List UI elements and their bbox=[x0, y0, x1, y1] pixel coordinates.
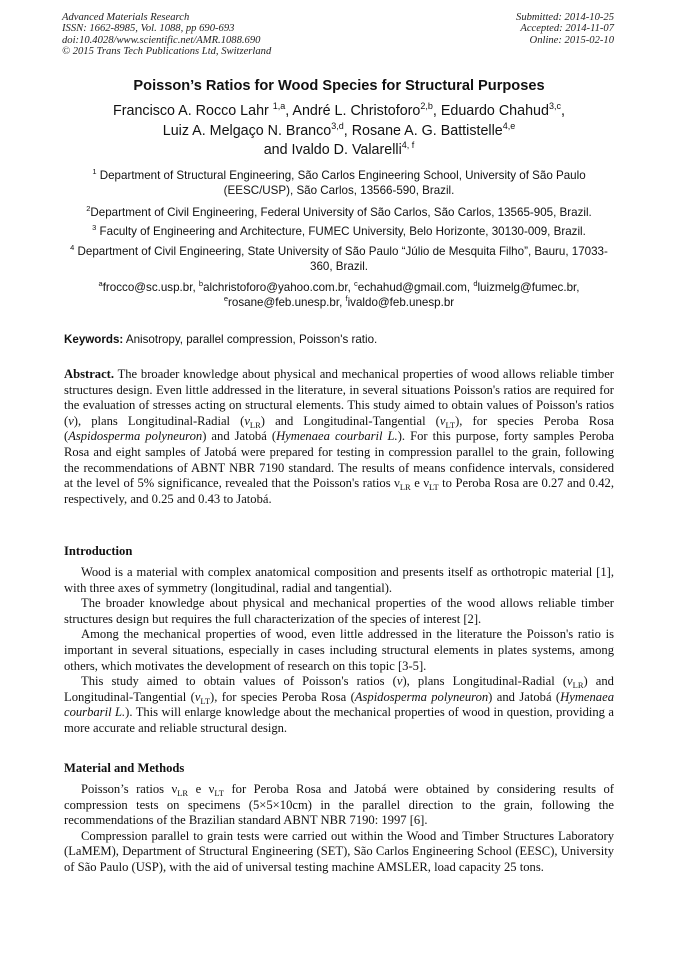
journal-name: Advanced Materials Research bbox=[62, 12, 190, 23]
paragraph-text: ), plans Longitudinal-Radial ( bbox=[402, 674, 568, 689]
online-date: Online: 2015-02-10 bbox=[529, 34, 614, 46]
abstract-label: Abstract. bbox=[64, 367, 115, 381]
abstract-text: ). For this purpose, forty samples Peroba Rosa and eight samples of Jatobá were prepared for testing in compression parallel to the grain, following the recommendations of ABNT NBR 7190 standard. The results of means confidence intervals, considered at the level of 5% significance, revealed that the Poisson's ratios ν bbox=[64, 429, 614, 491]
nu-symbol: ν bbox=[68, 413, 74, 428]
issn-line: ISSN: 1662-8985, Vol. 1088, pp 690-693 bbox=[62, 23, 235, 35]
email-link[interactable]: rosane@feb.unesp.br, bbox=[228, 296, 346, 309]
author-separator: , bbox=[560, 103, 565, 119]
affiliation-4 bbox=[60, 244, 618, 274]
email-link[interactable]: frocco@sc.usp.br, bbox=[102, 281, 199, 294]
affiliation-number: 2 bbox=[86, 204, 91, 213]
paragraph: Wood is a material with complex anatomical composition and presents itself as orthotropic material [1], with three axes of symmetry (longitudinal, radial and tangential). bbox=[64, 565, 614, 595]
affiliation-text: Department of Civil Engineering, Federal University of São Carlos, São Carlos, 13565-905, Brazil. bbox=[90, 206, 592, 219]
paragraph-text: e ν bbox=[188, 782, 215, 796]
paragraph: Compression parallel to grain tests were carried out within the Wood and Timber Structures Laboratory (LaMEM), Department of Structural Engineering (SET), São Carlos Engineering School (EESC), University of São Paulo (USP), with the aid of universal testing machine AMSLER, load capacity 25 tons. bbox=[64, 828, 614, 874]
introduction-body bbox=[64, 565, 614, 737]
affiliation-number: 1 bbox=[92, 167, 97, 176]
paragraph-text: for Peroba Rosa and Jatobá were obtained by considering results of compression tests on specimens (5×5×10cm) in the parallel direction to the grain, following the recommendations of the Brazilian standard ABNT NBR 7190: 1997 [6]. bbox=[64, 782, 614, 828]
author-name: , Eduardo Chahud bbox=[432, 103, 549, 119]
affiliation-1 bbox=[60, 168, 618, 198]
species-name: Aspidosperma polyneuron bbox=[354, 689, 489, 704]
paragraph: The broader knowledge about physical and mechanical properties of the wood allows reliable timber structures design but requires the full characterization of the species of interest [2]. bbox=[64, 596, 614, 626]
subscript: LR bbox=[177, 788, 189, 798]
paragraph bbox=[64, 674, 614, 736]
methods-heading: Material and Methods bbox=[64, 761, 185, 775]
author-affiliation-mark: 4,e bbox=[502, 120, 516, 131]
author-name: , André L. Christoforo bbox=[285, 103, 421, 119]
paragraph: Among the mechanical properties of wood, even little addressed in the literature the Poisson's ratio is important in several situations, especially in cases including structural elements in plates systems, among others, which motivates the development of research on this topic [3-5]. bbox=[64, 627, 614, 673]
introduction-heading: Introduction bbox=[64, 544, 133, 558]
abstract-text: ), for species Peroba Rosa ( bbox=[64, 413, 614, 444]
keywords bbox=[64, 333, 614, 346]
copyright-line: © 2015 Trans Tech Publications Ltd, Switzerland bbox=[62, 46, 272, 58]
methods-body bbox=[64, 782, 614, 876]
abstract bbox=[64, 367, 614, 507]
accepted-date: Accepted: 2014-11-07 bbox=[520, 23, 614, 35]
author-affiliation-mark: 4, f bbox=[401, 140, 415, 150]
affiliation-text: Department of Civil Engineering, State University of São Paulo “Júlio de Mesquita Filho”, Bauru, 17033-360, Brazil. bbox=[74, 245, 608, 273]
email-mark: c bbox=[354, 279, 358, 288]
nu-symbol: ν bbox=[439, 413, 446, 428]
email-mark: f bbox=[345, 294, 348, 303]
author-name: , Rosane A. G. Battistelle bbox=[343, 122, 503, 139]
paragraph-text: ) and Jatobá ( bbox=[488, 689, 561, 704]
abstract-text: The broader knowledge about physical and mechanical properties of wood allows reliable timber structures design. Even little addressed in the literature, in several situations Poisson's ratios are required for the evaluation of stresses acting on structural elements. This study aimed to obtain values of Poisson's ratios ( bbox=[64, 367, 614, 428]
email-link[interactable]: ivaldo@feb.unesp.br bbox=[347, 296, 455, 309]
keywords-text: Anisotropy, parallel compression, Poisson's ratio. bbox=[123, 333, 378, 346]
paragraph-text: ), for species Peroba Rosa ( bbox=[210, 689, 355, 704]
paragraph-text: This study aimed to obtain values of Poisson's ratios ( bbox=[81, 674, 397, 689]
affiliation-number: 3 bbox=[92, 223, 97, 232]
email-mark: e bbox=[223, 294, 229, 303]
subscript: LT bbox=[429, 482, 439, 493]
species-name: Aspidosperma polyneuron bbox=[68, 429, 203, 444]
email-mark: d bbox=[473, 279, 478, 288]
email-mark: a bbox=[98, 279, 103, 288]
abstract-text: ) and Longitudinal-Tangential ( bbox=[260, 413, 440, 428]
email-link[interactable]: echahud@gmail.com, bbox=[357, 281, 474, 294]
submitted-date: Submitted: 2014-10-25 bbox=[516, 12, 614, 23]
email-link[interactable]: alchristoforo@yahoo.com.br, bbox=[203, 281, 355, 294]
affiliation-3 bbox=[60, 224, 618, 239]
paper-title: Poisson’s Ratios for Wood Species for Structural Purposes bbox=[133, 78, 545, 94]
affiliation-2 bbox=[60, 205, 618, 220]
species-name: Hymenaea courbaril L. bbox=[64, 689, 614, 720]
email-mark: b bbox=[198, 279, 204, 288]
author-name: and Ivaldo D. Valarelli bbox=[263, 142, 402, 158]
publication-dates bbox=[516, 12, 614, 46]
nu-symbol: ν bbox=[194, 689, 201, 704]
abstract-text: to Peroba Rosa are 0.27 and 0.42, respectively, and 0.25 and 0.43 to Jatobá. bbox=[64, 476, 614, 506]
abstract-text: ) and Jatobá ( bbox=[202, 429, 277, 444]
subscript: LR bbox=[572, 680, 584, 691]
affiliation-number: 4 bbox=[70, 243, 75, 252]
subscript: LT bbox=[200, 695, 211, 706]
author-affiliation-mark: 3,c bbox=[548, 101, 561, 111]
paragraph-text: ) and Longitudinal-Tangential ( bbox=[64, 674, 614, 704]
subscript: LT bbox=[445, 419, 456, 430]
species-name: Hymenaea courbaril L. bbox=[276, 429, 398, 444]
author-name: Francisco A. Rocco Lahr bbox=[113, 103, 273, 119]
author-affiliation-mark: 3,d bbox=[331, 120, 344, 131]
subscript: LR bbox=[399, 482, 411, 493]
affiliation-text: Department of Structural Engineering, São Carlos Engineering School, University of São Paulo (EESC/USP), São Carlos, 13566-590, Brazil. bbox=[96, 169, 586, 197]
email-link[interactable]: luizmelg@fumec.br, bbox=[477, 281, 580, 294]
keywords-label: Keywords: bbox=[64, 333, 124, 346]
paragraph bbox=[64, 782, 614, 829]
paragraph-text: Poisson’s ratios ν bbox=[81, 782, 178, 796]
author-affiliation-mark: 1,a bbox=[272, 101, 286, 111]
doi-link[interactable]: doi:10.4028/www.scientific.net/AMR.1088.690 bbox=[62, 34, 261, 46]
paragraph-text: ). This will enlarge knowledge about the mechanical properties of wood in question, providing a more accurate and reliable structural design. bbox=[64, 705, 614, 735]
nu-symbol: ν bbox=[244, 413, 250, 428]
abstract-text: e ν bbox=[410, 476, 430, 491]
author-affiliation-mark: 2,b bbox=[420, 101, 433, 111]
subscript: LT bbox=[214, 788, 224, 798]
author-list bbox=[40, 102, 638, 161]
abstract-text: ), plans Longitudinal-Radial ( bbox=[73, 413, 245, 428]
author-name: Luiz A. Melgaço N. Branco bbox=[162, 122, 332, 139]
affiliation-text: Faculty of Engineering and Architecture, FUMEC University, Belo Horizonte, 30130-009, Brazil. bbox=[96, 225, 586, 238]
publication-info bbox=[62, 12, 271, 58]
nu-symbol: ν bbox=[567, 674, 573, 689]
email-list bbox=[60, 280, 618, 310]
subscript: LR bbox=[249, 419, 261, 430]
nu-symbol: ν bbox=[396, 674, 403, 689]
